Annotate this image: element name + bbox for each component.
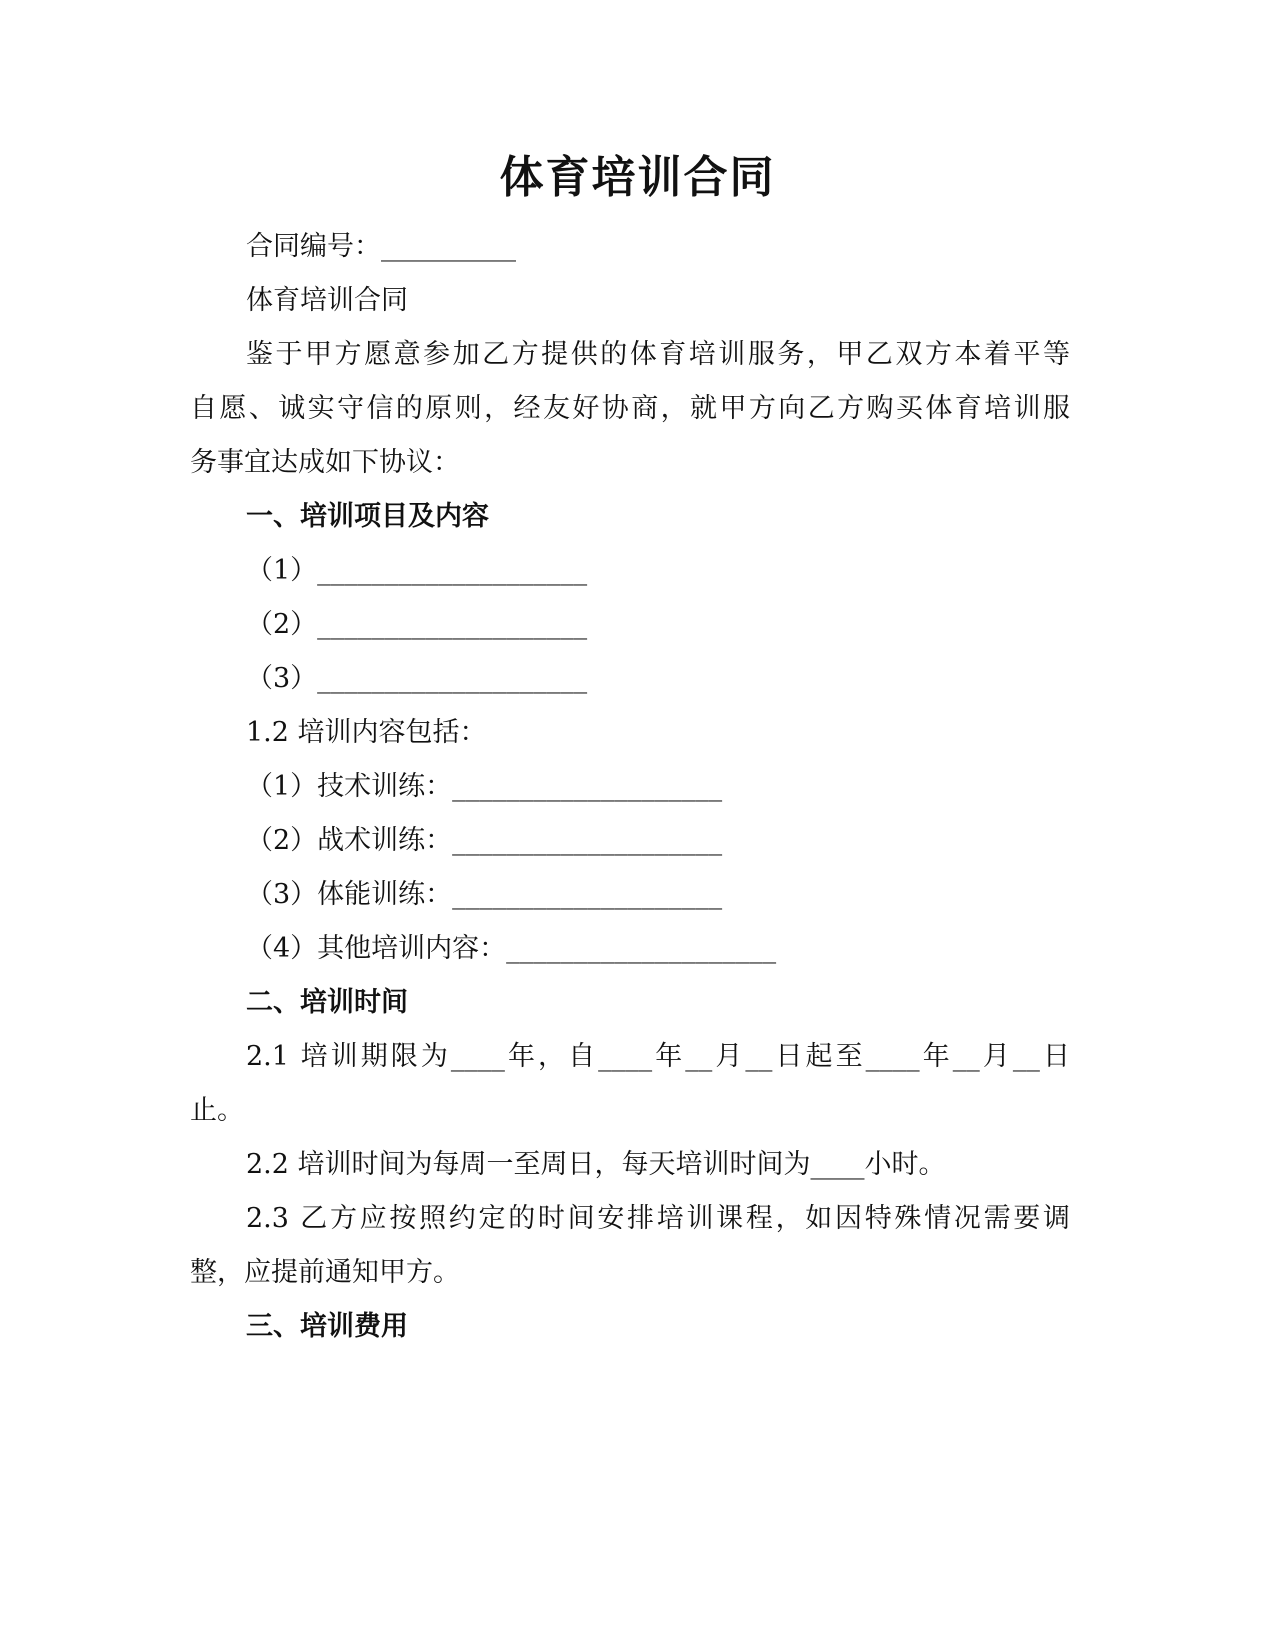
project-item-3: （3）____________________ xyxy=(246,663,588,694)
project-item-1: （1）____________________ xyxy=(246,555,588,586)
clause-2-1-line-2: 止。 xyxy=(190,1095,244,1126)
intro-line-2: 自愿、诚实守信的原则，经友好协商，就甲方向乙方购买体育培训服 xyxy=(190,393,1070,424)
document-title: 体育培训合同 xyxy=(499,152,776,203)
clause-2-1-line-1: 2.1 培训期限为____年，自____年__月__日起至____年__月__日 xyxy=(246,1041,1070,1072)
section-heading-3: 三、培训费用 xyxy=(246,1311,408,1342)
content-item-4: （4）其他培训内容：____________________ xyxy=(246,933,777,964)
document-subtitle: 体育培训合同 xyxy=(246,285,408,316)
contract-number: 合同编号：__________ xyxy=(246,231,516,262)
intro-line-3: 务事宜达成如下协议： xyxy=(190,447,460,478)
clause-2-3-line-1: 2.3 乙方应按照约定的时间安排培训课程，如因特殊情况需要调 xyxy=(246,1203,1070,1234)
content-item-3: （3）体能训练：____________________ xyxy=(246,879,723,910)
section-heading-1: 一、培训项目及内容 xyxy=(246,501,489,532)
clause-2-2: 2.2 培训时间为每周一至周日，每天培训时间为____小时。 xyxy=(246,1149,946,1180)
clause-2-3-line-2: 整，应提前通知甲方。 xyxy=(190,1257,460,1288)
content-item-1: （1）技术训练：____________________ xyxy=(246,771,723,802)
intro-line-1: 鉴于甲方愿意参加乙方提供的体育培训服务，甲乙双方本着平等 xyxy=(246,339,1070,370)
project-item-2: （2）____________________ xyxy=(246,609,588,640)
content-subheading: 1.2 培训内容包括： xyxy=(246,717,487,748)
content-item-2: （2）战术训练：____________________ xyxy=(246,825,723,856)
section-heading-2: 二、培训时间 xyxy=(246,987,408,1018)
